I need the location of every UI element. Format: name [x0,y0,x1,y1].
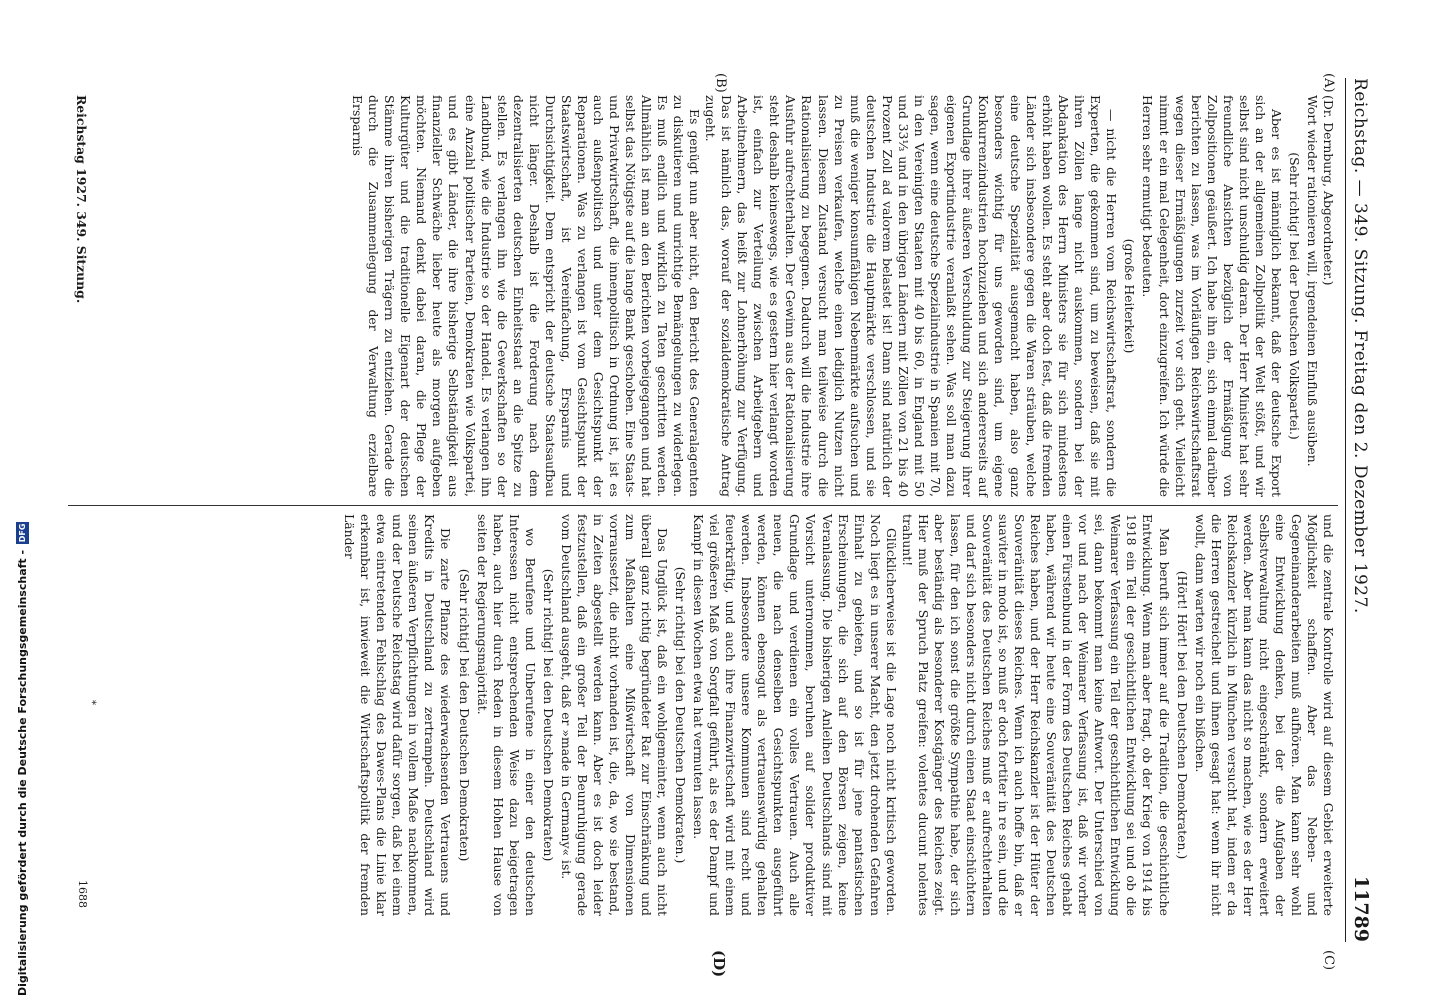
dfg-logo-icon: DFG [18,523,27,543]
interjection: (Sehr richtig! bei den Deutschen Demokraten) [456,568,472,862]
paragraph: Glücklicherweise ist die Lage noch nicht kritisch geworden. Noch liegt es in unserer Macht, den jetzt drohenden Gefahren Einhalt zu gebieten, und so ist für jene pantastischen Erscheinungen, die sich auf den Börsen zeigen, keine Veranlassung. Die bisherigen Anleihen Deutschlands sind mit Vorsicht unternommen, beruhen auf solider produktiver Grundlage und verdienen ein volles Vertrauen. Auch alle neuen, die nach denselben Gesichtspunkten ausgeführt werden, können ebensogut als vertrauenswürdig gehalten werden. Insbesondere unsere Kommunen sind recht und feuerkräftig, und auch ihre Finanzwirtschaft wird mit einem viel größeren Maß von Sorgfalt geführt, als es der Dampf und Kampf in diesen Wochen etwa hat vermuten lassen. [691,514,899,916]
credit-strip [0,0,29,1000]
left-column [349,95,1336,497]
interjection: (Hört! Hört! bei den Deutschen Demokraten.) [1174,570,1190,860]
paragraph: Es genügt nun aber nicht, den Bericht des Generalagenten zu diskutieren und unrichtige Bemängelungen zu widerlegen. Es muß endlich und wirklich zu Taten geschritten werden. Allmählich ist man an den Berichten vorbeigegangen und hat selbst das Nötigste auf die lange Bank geschoben. Eine Staats- und Privatwirtschaft, die innenpolitisch in Ordnung ist, ist es auch außenpolitisch und unter dem Gesichtspunkt der Reparationen. Was zu verlangen ist vom Gesichtspunkt der Staatswirtschaft, ist Vereinfachung, Ersparnis und Durchsichtigkeit. Dem entspricht der deutsche Staatsaufbau nicht länger. Deshalb ist die Forderung nach dem dezentralisierten deutschen Einheitsstaat an die Spitze zu stellen. Es verlangen ihn wie die Gewerkschaften so der Landbund, wie die Industrie so der Handel. Es verlangen ihn eine Anzahl politischer Parteien, Demokraten wie Volkspartei, und es gibt Länder, die ihre bisherige Selbständigkeit aus finanzieller Schwäche lieber heute als morgen aufgeben möchten. Niemand denkt dabei daran, die Pflege der Kulturgüter und die traditionelle Eigenart der deutschen Stämme ihren bisherigen Trägern zu entziehen. Gerade die durch die Zusammenlegung der Verwaltung erzielbare Ersparnis [350,95,703,497]
credit-text [16,522,29,996]
page-header [1345,78,1372,942]
header-page-number: 11789 [1350,875,1372,942]
interjection: (Sehr richtig! bei den Deutschen Demokraten) [540,568,556,862]
footer-page-number: 1688 [76,880,89,908]
header-title: Reichstag. — 349. Sitzung. Freitag den 2. Dezember 1927. [1350,78,1370,614]
paragraph: Die zarte Pflanze des wiederwachsenden Vertrauens und Kredits in Deutschland zu zertrampeln. Deutschland wird seinen äußeren Verpflichtungen in vollem Maße nachkommen, und der Deutsche Reichstag wird dafür sorgen, daß bei einem etwa eintretenden Fehlschlag des Dawes-Plans die Linie klar erkennbar ist, inwieweit die Wirtschaftspolitik der fremden Länder [342,514,454,916]
right-column [341,514,1336,916]
interjection: (große Heiterkeit) [1122,238,1138,354]
paragraph: Man beruft sich immer auf die Tradition, die geschichtliche Entwicklung. Wenn man aber fragt, ob der Krieg von 1914 bis 1918 ein Teil der geschichtlichen Entwicklung sei und ob die Weimarer Verfassung ein Teil der geschichtlichen Entwicklung sei, dann bekommt man keine Antwort. Der Unterschied von vor und nach der Weimarer Verfassung ist, daß wir vorher einen Fürstenbund in der Form des Deutschen Reiches gehabt haben, während wir heute eine Souveränität des Deutschen Reiches haben, und der Herr Reichskanzler ist der Hüter der Souveränität dieses Reiches. Wenn ich auch hoffe bin, daß er suaviter in modo ist, so muß er doch fortiter in re sein, und die Souveränität des Deutschen Reiches muß er aufrechterhalten und darf sich besonders nicht durch einen Staat einschüchtern lassen, für den ich sonst die größte Sympathie habe, der sich aber beständig als besonderer Kostgänger des Reiches zeigt. Hier muß der Spruch Platz greifen: volentes ducunt nolentes trahunt! [899,514,1172,916]
margin-mark-c: (C) [1321,950,1336,971]
paragraph: — nicht die Herren vom Reichswirtschaftsrat, sondern die Experten, die gekommen sind, um zu beweisen, daß sie mit ihren Zöllen lange nicht auskommen, sondern bei der Abdankation des Herrn Ministers sie für sich mindestens erhöht haben wollen. Es steht aber doch fest, daß die fremden Länder sich insbesondere gegen die Waren sträuben, welche eine deutsche Spezialität ausgemacht haben, also ganz besonders wichtig für uns geworden sind, um eigene Konkurrenzindustrien hochzuziehen und sich andererseits auf Grundlage ihrer äußeren Verschuldung zur Steigerung ihrer eigenen Exportindustrie veranlaßt sehen. Was soll man dazu sagen, wenn eine deutsche Spezialindustrie in Spanien mit 70, in den Vereinigten Staaten mit 40 bis 60, in England mit 50 und 33⅓ und in den übrigen Ländern mit Zöllen von 21 bis 40 Prozent Zoll ad valorem belastet ist! Dann sind natürlich der deutschen Industrie die Hauptmärkte verschlossen, und sie muß die weniger konsumfähigen Nebenmärkte aufsuchen und zu Preisen verkaufen, welche einen lediglich Nutzen nicht lassen. Diesem Zustand versucht man teilweise durch die Rationalisierung zu begegnen. Dadurch will die Industrie ihre Ausfuhr aufrechterhalten. Der Gewinn aus der Rationalisierung steht deshalb keineswegs, wie es gestern hier verlangt worden ist, einfach zur Verteilung zwischen Arbeitgebern und Arbeitnehmern, das heißt zur Lohnerhöhung zur Verfügung. Das ist nämlich das, worauf der sozialdemokratische Antrag zugeht. [703,95,1120,497]
paragraph: und die zentrale Kontrolle wird auf diesem Gebiet erweiterte Möglichkeit schaffen. Aber das Neben- und Gegeneinanderarbeiten muß aufhören. Man kann sehr wohl eine Entwicklung denken, bei der die Aufgaben der Selbstverwaltung nicht eingeschränkt, sondern erweitert werden. Aber man kann das nicht so machen, wie es der Herr Reichskanzler kürzlich in München versucht hat, indem er da die Herren gestreichelt und ihnen gesagt hat: wenn ihr nicht wollt, dann warten wir noch ein bißchen. [1192,514,1336,916]
paragraph: (Dr. Dernburg, Abgeordneter.) [1321,95,1336,286]
footer-tick: * [86,700,97,705]
credit-label: Digitalisierung gefördert durch die Deutsche Forschungsgemeinschaft - [16,549,29,996]
column-divider [68,505,1338,506]
margin-mark-d: (D) [710,950,728,978]
margin-mark-a: (A) [1321,73,1336,93]
paragraph: Das Unglück ist, daß ein wohlgemeinter, wenn auch nicht überall ganz richtig begründeter Rat zur Einschränkung und zum Maßhalten eine Mißwirtschaft von Dimensionen vorraussetzt, die nicht vorhanden ist, die, da, wo sie bestand, in Zeiten abgestellt werden kann. Aber es ist doch leider festzustellen, daß ein großer Teil der Beunruhigung gerade vom Deutschland ausgeht, daß er »made in Germany« ist. [558,514,671,916]
paragraph: Aber es ist männiglich bekannt, daß der deutsche Export sich an der allgemeinen Zollpolitik der Welt stößt, und wir selbst sind nicht unschuldig daran. Der Herr Minister hat sehr freundliche Ansichten bezüglich der Ermäßigung von Zollpositionen geäußert. Ich habe ihn ein, sich einmal darüber berichten zu lassen, was im Vorläufigen Reichswirtschaftsrat wegen dieser Ermäßigungen zurzeit vor sich geht. Vielleicht nimmt er ein mal Gelegenheit, dort einzugreifen. Ich würde die Herren sehr ermutigt bedeuten. [1140,95,1284,497]
interjection: (Sehr richtig! bei den Deutschen Demokraten.) [673,566,689,864]
margin-mark-b: (B) [713,73,728,93]
interjection: (Sehr richtig! bei der Deutschen Volkspartei.) [1286,152,1302,440]
paragraph: Wort wieder rationieren will, irgendeinen Einfluß ausüben. [1304,95,1320,467]
footer-session: Reichstag 1927. 349. Sitzung. [74,95,89,304]
paragraph: wo Berufene und Unberufene in einer den deutschen Interessen nicht entsprechenden Weise dazu beigetragen haben, auch hier durch Reden in diesem Hohen Hause von seiten der Regierungsmajorität. [474,514,538,916]
